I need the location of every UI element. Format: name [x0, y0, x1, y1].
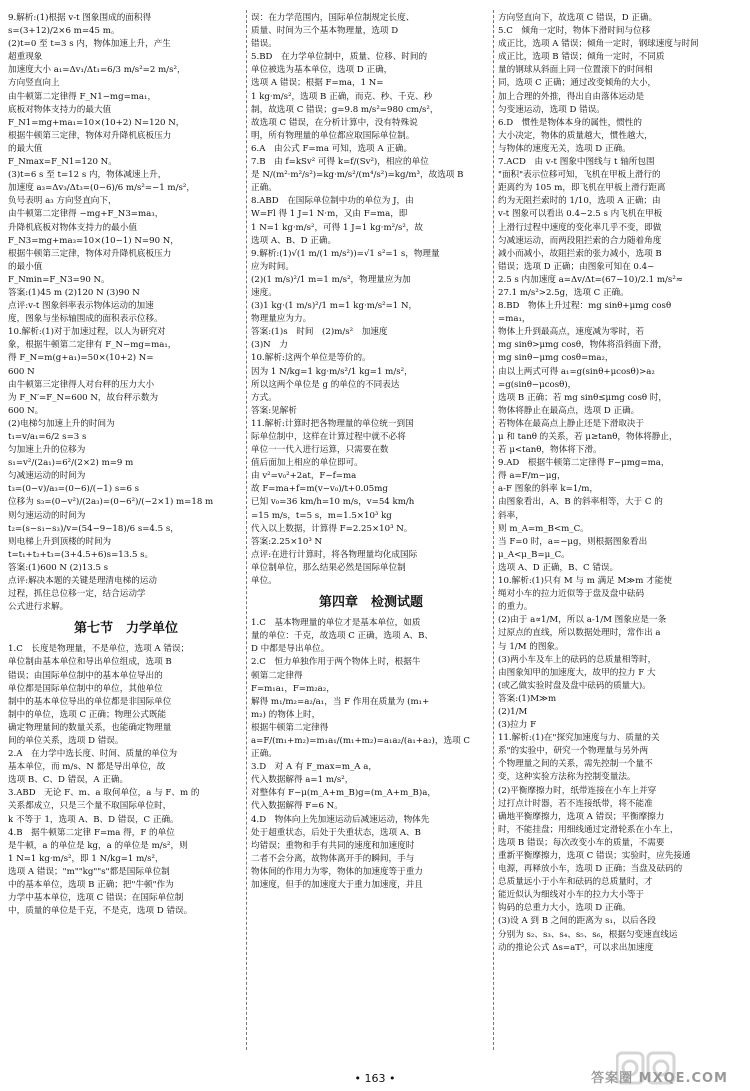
text-line: 9.解析:(1)√(1 m/(1 m/s²))=√1 s²=1 s，物理量 [251, 248, 440, 259]
text-line: 2.C 恒力单独作用于两个物体上时，根据牛 [251, 657, 421, 668]
text-line: (2)1/M [498, 706, 528, 717]
text-line: 位移为 s₃=(0−v²)/(2a₃)=(0−6²)/(−2×1) m=18 m [8, 497, 214, 508]
text-line: 重新平衡摩擦力，选项 C 错误；实验时，应先接通 [498, 851, 691, 861]
text-line: 系"的实验中，研究一个物理量与另外两 [498, 746, 649, 757]
text-line: 11.解析:计算时把各物理量的单位统一到国 [251, 418, 414, 429]
text-line: 的重力。 [498, 602, 533, 613]
text-line: 力学中基本单位，选项 C 错误；在国际单位制 [8, 893, 184, 904]
text-line: 为 F_N′=F_N=600 N，故台秤示数为 [8, 392, 159, 403]
text-line: 量的钢球从斜面上同一位置滚下的时间相 [498, 65, 653, 76]
text-line: (2)(1 m/s)²/1 m=1 m/s²，物理量应为加 [251, 274, 411, 285]
text-line: k 不等于 1，选项 A、B、D 错误，C 正确。 [8, 814, 179, 825]
text-line: 总质量远小于小车和砝码的总质量时，才 [498, 877, 653, 888]
text-line: 1.C 长度是物理量，不是单位，选项 A 错误； [8, 644, 190, 655]
text-line: 匀变速运动，选项 D 错误。 [498, 104, 605, 115]
text-line: 上滑行过程中速度的变化率几乎不变，即做 [498, 222, 662, 233]
text-line: 选项 B 正确；若 mg sinθ≤μmg cosθ 时， [498, 392, 667, 403]
text-line: 均错误；重物和手有共同的速度和加速度时 [251, 840, 415, 851]
text-line: F=m₁a₁，F=m₂a₂， [251, 683, 335, 694]
text-line: 5.C 倾角一定时，物体下滑时间与位移 [498, 26, 651, 37]
text-line: 制，故选项 C 错误；g=9.8 m/s²=980 cm/s²， [251, 104, 439, 115]
text-line: (2)由于 a∝1/M，所以 a-1/M 图象应是一条 [498, 615, 667, 626]
text-line: 方式。 [251, 392, 277, 403]
text-line: D 中都是导出单位。 [251, 644, 330, 655]
text-line: =g(sinθ−μcosθ)， [498, 379, 577, 390]
text-line: 由牛顿第二定律得 −mg+F_N3=ma₃， [8, 209, 164, 220]
text-line: 单位制单位，那么结果必然是国际单位制 [251, 562, 406, 573]
text-line: 时，不能挂盘；用细线通过定滑轮系在小车上， [498, 824, 679, 835]
text-line: 7.B 由 f=kSv² 可得 k=f/(Sv²)，相应的单位 [251, 157, 429, 168]
text-line: t₃=(0−v)/a₃=(0−6)/(−1) s=6 s [8, 484, 140, 495]
text-line: 匀减速运动的时间为 [8, 471, 86, 482]
text-line: 600 N [8, 366, 35, 377]
text-line: 中，质量的单位是千克，不是克，选项 D 错误。 [8, 906, 193, 917]
text-line: (3)设 A 到 B 之间的距离为 s₁，以后各段 [498, 916, 656, 927]
text-line: 成正比，选项 A 错误；倾角一定时，钢球速度与时间 [498, 39, 699, 50]
text-line: 9.解析:(1)根据 v-t 图象围成的面积得 [8, 13, 152, 23]
text-line: 选项 B 错误；每次改变小车的质量，不需要 [498, 837, 665, 848]
text-line: 答案:(1)M≫m [498, 693, 557, 704]
text-line: 制中的单位，选项 C 正确；物理公式既能 [8, 709, 167, 720]
text-line: 4.B 据牛顿第二定律 F=ma 得，F 的单位 [8, 827, 175, 838]
text-line: a-F 图象的斜率 k=1/m， [498, 484, 598, 495]
text-line: mg sinθ−μmg cosθ=ma₂， [498, 353, 614, 364]
text-line: 与物体的速度无关，选项 D 正确。 [498, 143, 631, 154]
text-line: 由以上两式可得 a₁=g(sinθ+μcosθ)>a₂ [498, 366, 655, 377]
text-line: 1.C 基本物理量的单位才是基本单位，如质 [251, 618, 421, 629]
text-line: 得 F_N=m(g+a₁)=50×(10+2) N= [8, 353, 154, 364]
column-divider [493, 10, 494, 1050]
text-line: 已知 v₀=36 km/h=10 m/s，v=54 km/h [251, 497, 415, 508]
section-heading: 第四章 检测试题 [318, 595, 423, 611]
text-line: 方向竖直向下，故选项 C 错误，D 正确。 [498, 13, 658, 23]
text-line: 选项 A、B、D 正确。 [251, 235, 337, 246]
text-line: 误：在力学范围内，国际单位制规定长度、 [251, 13, 415, 23]
text-line: 加速度 a₃=Δv₃/Δt₃=(0−6)/6 m/s²=−1 m/s²， [8, 183, 195, 194]
text-line: 是 N/(m²·m²/s²)=kg·m/s²/(m⁴/s²)=kg/m³，故选项 B [251, 170, 464, 181]
text-line: 与 1/M 的图象。 [498, 641, 564, 652]
text-line: 由 v²=v₀²+2at，F−f=ma [251, 471, 357, 482]
text-line: 由牛顿第三定律得人对台秤的压力大小 [8, 379, 155, 390]
text-line: 答案:2.25×10³ N [251, 536, 323, 547]
text-line: 1 N=1 kg·m/s²，可得 1 J=1 kg·m²/s²，故 [251, 222, 423, 233]
text-line: 大小决定，物体的质量越大，惯性越大， [498, 130, 653, 141]
text-line: (或乙做实验时盘及盘中砝码的质量大)。 [498, 680, 651, 691]
text-line: 6.D 惯性是物体本身的属性，惯性的 [498, 117, 642, 128]
text-line: =ma₁， [498, 314, 531, 325]
text-line: 超重现象 [8, 52, 43, 63]
text-line: s=(3+12)/2×6 m=45 m。 [8, 26, 120, 37]
text-line: 关系都成立，只是三个量不取国际单位时， [8, 801, 172, 812]
text-line: 则匀速运动的时间为 [8, 510, 86, 521]
text-line: 质量、时间为三个基本物理量，选项 D [251, 26, 399, 37]
text-line: μ_A<μ_B=μ_C。 [498, 549, 570, 560]
text-line: 选项 A 错误；根据 F=ma，1 N= [251, 78, 384, 89]
text-line: 减小而减小，故阻拦索的张力减小，选项 B [498, 248, 662, 259]
text-line: 底板对物体支持力的最大值 [8, 104, 112, 115]
text-line: 故 F=ma+f=m(v−v₀)/t+0.05mg [251, 484, 388, 495]
text-line: 单位一一代入进行运算，只需要在数 [251, 445, 389, 456]
text-line: 公式进行求解。 [8, 602, 69, 613]
text-line: 物体将静止在最高点，选项 D 正确。 [498, 405, 640, 416]
text-line: 匀减速运动，而两段阻拦索的合力随着角度 [498, 235, 662, 246]
text-line: 过打点计时器，若不连接纸带，将不能准 [498, 798, 653, 809]
text-line: 单位制由基本单位和导出单位组成，选项 B [8, 657, 172, 668]
text-line: 错误。 [251, 39, 277, 50]
text-line: 变，这种实验方法称为控制变量法。 [498, 772, 636, 783]
text-line: 代入数据解得 F=6 N。 [251, 801, 343, 812]
text-line: 距离约为 105 m，即飞机在甲板上滑行距离 [498, 183, 666, 194]
answer-block [8, 643, 244, 918]
text-line: t=t₁+t₂+t₃=(3+4.5+6)s=13.5 s。 [8, 549, 154, 560]
text-line: 物体上升到最高点，速度减为零时，若 [498, 327, 645, 338]
text-line: 加速度大小 a₁=Δv₁/Δt₁=6/3 m/s²=2 m/s²， [8, 65, 186, 76]
text-line: 的最小值 [8, 261, 43, 272]
text-line: mg sinθ>μmg cosθ，物体将沿斜面下滑， [498, 340, 667, 351]
text-line: 单位都是国际单位制中的单位，其他单位 [8, 683, 163, 694]
text-line: 电源，再释放小车，选项 D 正确；当盘及砝码的 [498, 864, 683, 875]
text-line: 2.A 在力学中选长度、时间、质量的单位为 [8, 749, 178, 760]
text-line: 个物理量之间的关系，需先控制一个量不 [498, 759, 653, 770]
text-line: 则 m_A=m_B<m_C。 [498, 523, 589, 534]
text-line: 分别为 s₂、s₃、s₄、s₅、s₆，根据匀变速直线运 [498, 929, 678, 940]
text-line: 600 N。 [8, 405, 44, 416]
text-line: t₁=v/a₁=6/2 s=3 s [8, 432, 87, 442]
text-line: 若 μ<tanθ，物体将下滑。 [498, 445, 602, 456]
column-divider [246, 10, 247, 1050]
text-line: 2.5 s 内加速度 a=Δv/Δt=(67−10)/2.1 m/s²≈ [498, 274, 683, 285]
page-number: • 163 • [354, 1071, 396, 1085]
text-line: 基本单位，而 m/s、N 都是导出单位，故 [8, 762, 166, 773]
text-line: (2)电梯匀加速上升的时间为 [8, 418, 115, 429]
text-line: 单位。 [251, 576, 277, 587]
text-line: μ 和 tanθ 的关系，若 μ≥tanθ，物体将静止， [498, 432, 678, 442]
text-line: 根据牛顿第二定律得 [251, 722, 329, 733]
text-line: 匀加速上升的位移为 [8, 445, 86, 456]
text-line: 选项 A 错误；"m""kg""s"都是国际单位制 [8, 866, 170, 877]
text-line: 4.D 物体向上先加速运动后减速运动，物体先 [251, 814, 430, 825]
text-line: 的最大值 [8, 143, 43, 154]
text-line: m₂) 的物体上时， [251, 709, 321, 720]
text-line: 选项 B、C、D 错误，A 正确。 [8, 775, 129, 786]
text-line: 中的基本单位，选项 B 正确；把"牛顿"作为 [8, 880, 174, 890]
text-line: (2)t=0 至 t=3 s 内，物体加速上升，产生 [8, 39, 171, 50]
text-line: 负号表明 a₃ 方向竖直向下， [8, 196, 117, 207]
text-line: (3)拉力 F [498, 720, 537, 731]
text-line: 答案:(1)600 N (2)13.5 s [8, 562, 109, 573]
text-line: (3)N 力 [251, 340, 288, 351]
text-line: 则电梯上升到顶楼的时间为 [8, 536, 112, 547]
text-line: (3)1 kg·(1 m/s)²/1 m=1 kg·m/s²=1 N， [251, 301, 418, 312]
text-line: 度，图象与坐标轴围成的面积表示位移。 [8, 314, 163, 325]
text-line: 象，根据牛顿第二定律有 F_N−mg=ma₁， [8, 340, 177, 351]
text-line: F_N3=mg+ma₃=10×(10−1) N=90 N， [8, 235, 179, 246]
answer-block [251, 12, 491, 588]
text-line: F_N1=mg+ma₁=10×(10+2) N=120 N， [8, 117, 185, 128]
text-line: 6.A 由公式 F=ma 可知，选项 A 正确。 [251, 143, 413, 154]
text-line: 由图象看出，A、B 的斜率相等，大于 C 的 [498, 497, 663, 508]
text-line: 错误；选项 D 正确；由图象可知在 0.4~ [498, 261, 655, 272]
text-line: 由牛顿第二定律得 F_N1−mg=ma₁， [8, 91, 157, 102]
right-column [498, 12, 742, 1060]
text-line: 当 F=0 时，a=−μg，则根据图象看出 [498, 536, 648, 547]
text-line: 1 kg·m/s²，选项 B 正确，而克、秒、千克、秒 [251, 91, 433, 102]
text-line: 成正比，选项 B 错误；倾角一定时，不同质 [498, 52, 665, 63]
text-line: 11.解析:(1)在"探究加速度与力、质量的关 [498, 733, 660, 744]
text-line: 答案:(1)45 m (2)120 N (3)90 N [8, 287, 140, 298]
text-line: 加上合理的外推，得出自由落体运动是 [498, 91, 645, 102]
text-line: a=F/(m₁+m₂)=m₁a₁/(m₁+m₂)=a₁a₂/(a₁+a₂)，选项 C [251, 735, 470, 746]
text-line: 根据牛顿第三定律，物体对升降机底板压力 [8, 130, 172, 141]
text-line: 点评:解决本题的关键是理清电梯的运动 [8, 576, 157, 587]
text-line: =15 m/s，t=5 s，m=1.5×10³ kg [251, 510, 392, 521]
text-line: 故选项 C 错误，在分析计算中，没有特殊说 [251, 117, 418, 128]
text-line: 27.1 m/s²>2.5g，选项 C 正确。 [498, 287, 629, 298]
text-line: 8.BD 物体上升过程：mg sinθ+μmg cosθ [498, 301, 672, 312]
text-line: 确定物理量间的数量关系，也能确定物理量 [8, 722, 172, 733]
text-line: 速度。 [251, 287, 277, 298]
text-line: 量的单位：千克，故选项 C 正确，选项 A、B、 [251, 631, 433, 642]
text-line: 3.D 对 A 有 F_max=m_A a， [251, 762, 377, 773]
text-line: 约为无阻拦索时的 1/10，选项 A 正确；由 [498, 196, 661, 207]
text-line: 5.BD 在力学单位制中，质量、位移、时间的 [251, 52, 428, 63]
text-line: F_Nmin=F_N3=90 N。 [8, 274, 110, 285]
text-line: s₁=v²/(2a₁)=6²/(2×2) m=9 m [8, 458, 134, 469]
text-line: 动的推论公式 Δs=aT²，可以求出加速度 [498, 942, 654, 953]
text-line: 1 N=1 kg·m/s²，即 1 N/kg=1 m/s²， [8, 853, 164, 864]
text-line: 10.解析:(1)对于加速过程，以人为研究对 [8, 327, 166, 338]
text-line: 物体间的作用力为零，物体的加速度等于重力 [251, 866, 423, 877]
text-line: (2)平衡摩擦力时，纸带连接在小车上并穿 [498, 785, 657, 796]
text-line: 由图象知甲的加速度大，故甲的拉力 F 大 [498, 667, 656, 678]
answer-block [251, 617, 491, 892]
section-heading: 第七节 力学单位 [73, 621, 178, 637]
text-line: 代入以上数据，计算得 F=2.25×10³ N。 [251, 523, 413, 534]
text-line: 值后面加上相应的单位即可。 [251, 458, 363, 469]
text-line: 选项 A、D 正确，B、C 错误。 [498, 562, 619, 573]
text-line: 答案:(1)s 时间 (2)m/s² 加速度 [251, 327, 388, 338]
text-line: 所以这两个单位是 g 的单位的不同表达 [251, 379, 400, 390]
text-line: (3)t=6 s 至 t=12 s 内，物体减速上升， [8, 170, 167, 181]
text-line: 二者不会分离，故物体离开手的瞬间，手与 [251, 853, 415, 864]
text-line: 对整体有 F−μ(m_A+m_B)g=(m_A+m_B)a， [251, 788, 436, 799]
text-line: 点评:v-t 图象斜率表示物体运动的加速 [8, 301, 154, 312]
text-line: 若物体在最高点上静止还是下滑取决于 [498, 418, 645, 429]
answer-block [8, 12, 244, 326]
text-line: 代入数据解得 a=1 m/s²， [251, 775, 354, 786]
text-line: 能近似认为细线对小车的拉力大小等于 [498, 890, 645, 901]
answer-block [498, 12, 742, 955]
text-line: 同，选项 C 正确；通过改变倾角的大小， [498, 78, 657, 89]
text-line: W=Fl 得 1 J=1 N·m，又由 F=ma，即 [251, 209, 408, 220]
text-line: 10.解析:(1)只有 M 与 m 满足 M≫m 才能使 [498, 576, 672, 587]
text-line: 过程，抓住总位移一定，结合运动学 [8, 589, 146, 600]
text-line: 明，所有物理量的单位都应取国际单位制。 [251, 130, 415, 141]
text-line: 过原点的直线，所以数据处理时，常作出 a [498, 628, 661, 639]
text-line: 单位被选为基本单位，选项 D 正确， [251, 65, 393, 76]
text-line: 7.ACD 由 v-t 图象中图线与 t 轴所包围 [498, 157, 655, 168]
text-line: 应为时间。 [251, 261, 294, 272]
text-line: 顿第二定律得 [251, 670, 303, 681]
text-line: 是牛顿，a 的单位是 kg，a 的单位是 m/s²，则 [8, 840, 188, 851]
text-line: 得 a=F/m−μg， [498, 471, 566, 482]
text-line: t₂=(s−s₁−s₃)/v=(54−9−18)/6 s=4.5 s， [8, 523, 179, 534]
text-line: 正确。 [251, 749, 277, 760]
text-line: 因为 1 N/kg=1 kg·m/s²/1 kg=1 m/s²， [251, 366, 413, 377]
text-line: 10.解析:这两个单位是等价的。 [251, 353, 371, 364]
text-line: 制中的基本单位导出的单位都是非国际单位 [8, 696, 172, 707]
text-line: 斜率， [498, 510, 524, 521]
text-line: 正确。 [251, 183, 277, 194]
text-line: 间的单位关系，选项 D 错误。 [8, 735, 124, 746]
text-line: v-t 图象可以看出 0.4~2.5 s 内飞机在甲板 [498, 209, 663, 220]
text-line: 根据牛顿第三定律，物体对升降机底板压力 [8, 248, 172, 259]
text-line: 确地平衡摩擦力，选项 A 错误；平衡摩擦力 [498, 811, 665, 822]
text-line: (3)两小车及车上的砝码的总质量相等时， [498, 654, 657, 665]
answer-block [8, 326, 244, 614]
left-column [8, 12, 244, 1060]
text-line: 点评:在进行计算时，将各物理量均化成国际 [251, 549, 418, 560]
text-line: 加速度，但手的加速度大于重力加速度，并且 [251, 880, 423, 890]
text-line: 处于超重状态，后处于失重状态，选项 A、B [251, 827, 421, 838]
text-line: 9.AD 根据牛顿第二定律得 F−μmg=ma， [498, 458, 670, 469]
text-line: "面积"表示位移可知，飞机在甲板上滑行的 [498, 170, 661, 181]
watermark-text: 答案圈 MXQE.COM [591, 1070, 728, 1086]
text-line: 方向竖直向上 [8, 78, 60, 89]
text-line: 绳对小车的拉力近似等于盘及盘中砝码 [498, 589, 645, 600]
text-line: 错误；由国际单位制中的基本单位导出的 [8, 670, 163, 681]
text-line: 答案:见解析 [251, 405, 297, 416]
text-line: 解得 m₁/m₂=a₂/a₁，当 F 作用在质量为 (m₁+ [251, 696, 430, 707]
text-line: 8.ABD 在国际单位制中功的单位为 J，由 [251, 196, 414, 207]
text-line: 钩码的总重力大小，选项 D 正确。 [498, 903, 631, 914]
text-line: F_Nmax=F_N1=120 N。 [8, 157, 117, 168]
middle-column [251, 12, 491, 1060]
text-line: 际单位制中，这样在计算过程中就不必将 [251, 432, 406, 442]
text-line: 3.ABD 无论 F、m、a 取何单位，a 与 F、m 的 [8, 788, 200, 799]
text-line: 升降机底板对物体支持力的最小值 [8, 222, 137, 233]
text-line: 物理量应为力。 [251, 314, 312, 325]
